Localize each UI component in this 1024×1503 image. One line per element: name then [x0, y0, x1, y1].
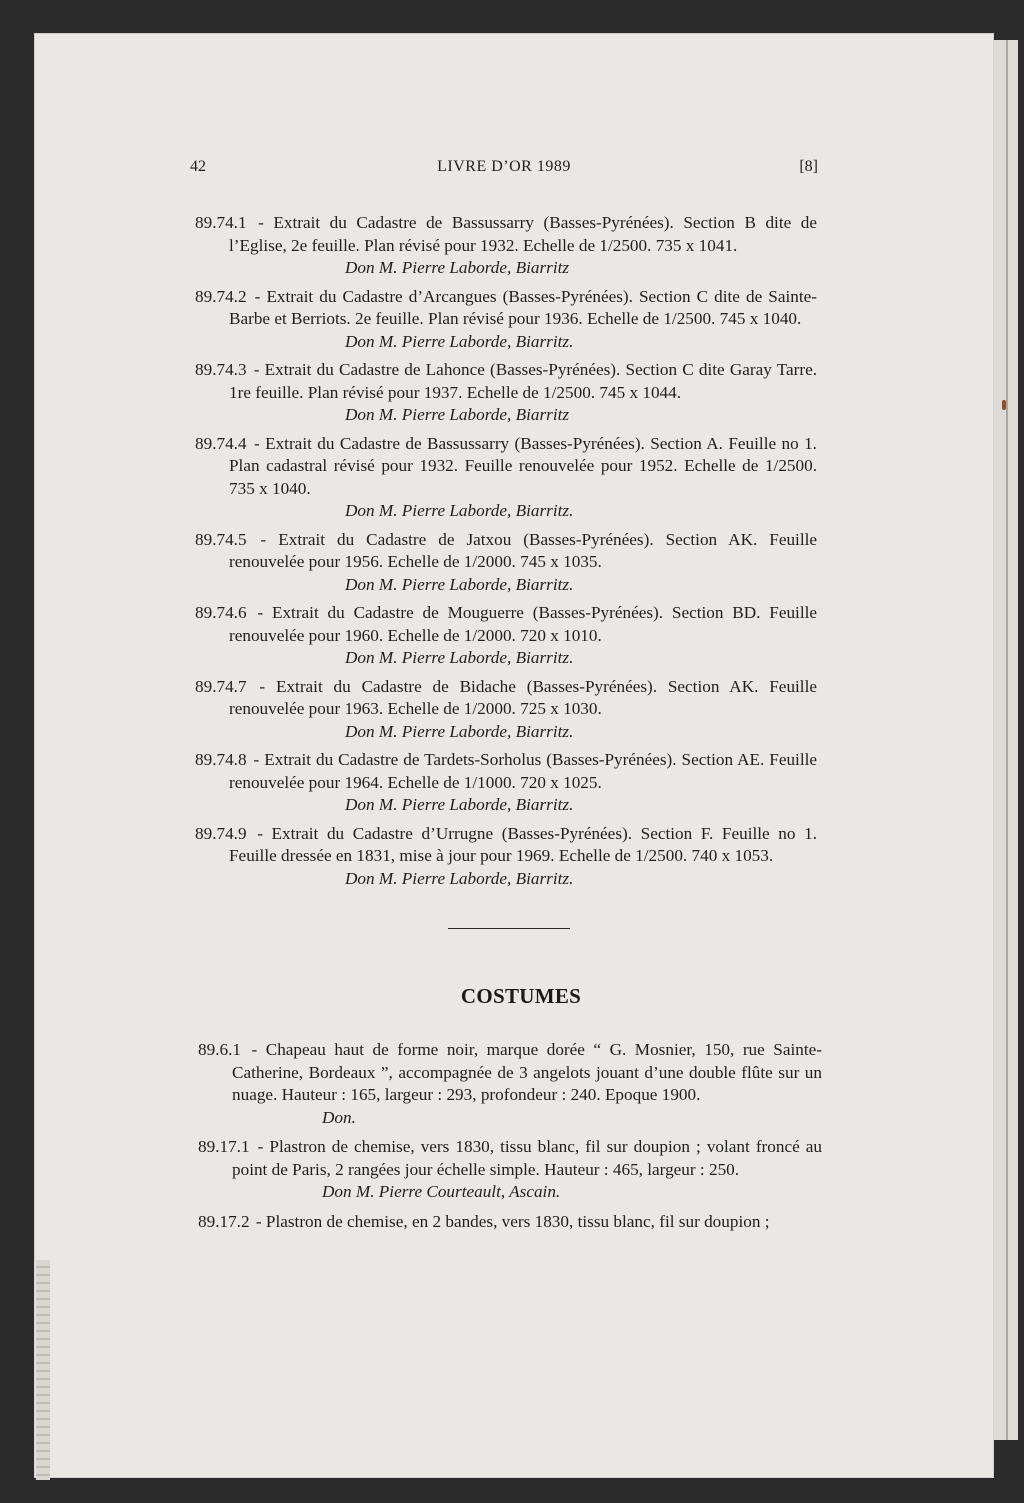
catalog-entry: [195, 529, 817, 597]
entry-number: 89.74.8: [195, 750, 247, 769]
entry-dash: -: [248, 529, 279, 549]
entry-donor: Don M. Pierre Laborde, Biarritz.: [345, 795, 574, 814]
entry-dash: -: [248, 603, 272, 622]
entry-number: 89.74.1: [195, 213, 247, 232]
entry-dash: -: [248, 676, 276, 696]
entry-number: 89.17.2: [198, 1211, 250, 1231]
entry-dash: -: [251, 1137, 270, 1156]
running-title: LIVRE D’OR 1989: [437, 158, 571, 175]
paper-mark: [1002, 400, 1006, 410]
entry-text: Extrait du Cadastre de Jatxou (Basses-Pyrénées). Section AK. Feuille renouvelée pour 1956. Echelle de 1/2000. 745 x 1035.: [229, 529, 817, 571]
entry-donor: Don M. Pierre Laborde, Biarritz.: [345, 574, 574, 594]
entry-text: Extrait du Cadastre d’Urrugne (Basses-Pyrénées). Section F. Feuille no 1. Feuille dressée en 1831, mise à jour pour 1969. Echelle de 1/2500. 740 x 1053.: [229, 823, 817, 865]
catalog-entry: [195, 433, 817, 523]
entry-number: 89.74.5: [195, 529, 247, 549]
entry-text: Extrait du Cadastre de Bassussarry (Basses-Pyrénées). Section A. Feuille no 1. Plan cadastral révisé pour 1932. Feuille renouvelée pour 1952. Echelle de 1/2500. 735 x 1040.: [229, 433, 817, 498]
catalog-entry: [195, 823, 817, 891]
costume-entries: [198, 1039, 822, 1240]
entry-number: 89.74.4: [195, 433, 247, 453]
entry-donor: Don M. Pierre Laborde, Biarritz.: [345, 331, 574, 351]
catalog-entry: [195, 749, 817, 817]
entry-donor: Don M. Pierre Courteault, Ascain.: [322, 1182, 561, 1201]
entry-dash: -: [248, 823, 272, 843]
entry-number: 89.6.1: [198, 1040, 241, 1059]
entry-donor: Don M. Pierre Laborde, Biarritz: [345, 258, 570, 277]
section-divider: [448, 928, 570, 929]
catalog-entry: [195, 676, 817, 744]
entry-text: Extrait du Cadastre de Mouguerre (Basses-Pyrénées). Section BD. Feuille renouvelée pour 1960. Echelle de 1/2000. 720 x 1010.: [229, 603, 818, 645]
entry-number: 89.74.9: [195, 823, 247, 843]
signature-mark: [8]: [799, 158, 818, 175]
catalog-entry: [195, 286, 817, 354]
entry-text: Extrait du Cadastre de Bassussarry (Basses-Pyrénées). Section B dite de l’Eglise, 2e feuille. Plan révisé pour 1932. Echelle de 1/2500. 735 x 1041.: [229, 213, 817, 255]
page-fold-line: [1006, 40, 1008, 1440]
entry-dash: -: [248, 213, 274, 232]
entry-dash: -: [242, 1040, 266, 1059]
page-number: 42: [190, 158, 206, 175]
entry-donor: Don M. Pierre Laborde, Biarritz.: [345, 721, 574, 741]
entry-donor: Don M. Pierre Laborde, Biarritz.: [345, 501, 574, 520]
entry-number: 89.74.6: [195, 603, 247, 622]
entry-text: Extrait du Cadastre de Lahonce (Basses-Pyrénées). Section C dite Garay Tarre. 1re feuille. Plan révisé pour 1937. Echelle de 1/2500. 745 x 1044.: [229, 360, 817, 402]
entry-text: Extrait du Cadastre de Bidache (Basses-Pyrénées). Section AK. Feuille renouvelée pour 1963. Echelle de 1/2000. 725 x 1030.: [229, 676, 817, 718]
entry-donor: Don M. Pierre Laborde, Biarritz.: [345, 868, 574, 888]
entry-text: Extrait du Cadastre de Tardets-Sorholus (Basses-Pyrénées). Section AE. Feuille renouvelée pour 1964. Echelle de 1/1000. 720 x 1025.: [229, 750, 818, 792]
binding-stitches: [36, 1260, 50, 1480]
entry-dash: -: [248, 433, 266, 453]
entry-dash: -: [248, 286, 267, 306]
entry-donor: Don.: [322, 1107, 356, 1127]
entry-number: 89.17.1: [198, 1137, 250, 1156]
entry-number: 89.74.2: [195, 286, 247, 306]
entry-text: Extrait du Cadastre d’Arcangues (Basses-Pyrénées). Section C dite de Sainte-Barbe et Berriots. 2e feuille. Plan révisé pour 1936. Echelle de 1/2500. 745 x 1040.: [229, 286, 817, 328]
catalog-entry: [198, 1136, 822, 1204]
cadastre-entries: [195, 212, 817, 896]
entry-dash: -: [248, 750, 265, 769]
catalog-entry: [198, 1039, 822, 1129]
entry-number: 89.74.7: [195, 676, 247, 696]
catalog-entry: [195, 602, 817, 670]
entry-donor: Don M. Pierre Laborde, Biarritz: [345, 405, 570, 424]
catalog-entry: [195, 359, 817, 427]
entry-donor: Don M. Pierre Laborde, Biarritz.: [345, 648, 574, 667]
catalog-entry: [198, 1211, 822, 1234]
entry-text: Plastron de chemise, en 2 bandes, vers 1830, tissu blanc, fil sur doupion ;: [265, 1211, 770, 1231]
catalog-entry: [195, 212, 817, 280]
entry-text: Chapeau haut de forme noir, marque dorée “ G. Mosnier, 150, rue Sainte-Catherine, Bordeaux ”, accompagnée de 3 angelots jouant d’une double flûte sur un nuage. Hauteur : 165, largeur : 293, profondeur : 240. Epoque 1900.: [232, 1040, 822, 1104]
entry-text: Plastron de chemise, vers 1830, tissu blanc, fil sur doupion ; volant froncé au point de Paris, 2 rangées jour échelle simple. Hauteur : 465, largeur : 250.: [232, 1137, 822, 1179]
entry-dash: -: [251, 1211, 266, 1231]
entry-number: 89.74.3: [195, 360, 247, 379]
entry-dash: -: [248, 360, 265, 379]
section-title: COSTUMES: [460, 984, 582, 1008]
